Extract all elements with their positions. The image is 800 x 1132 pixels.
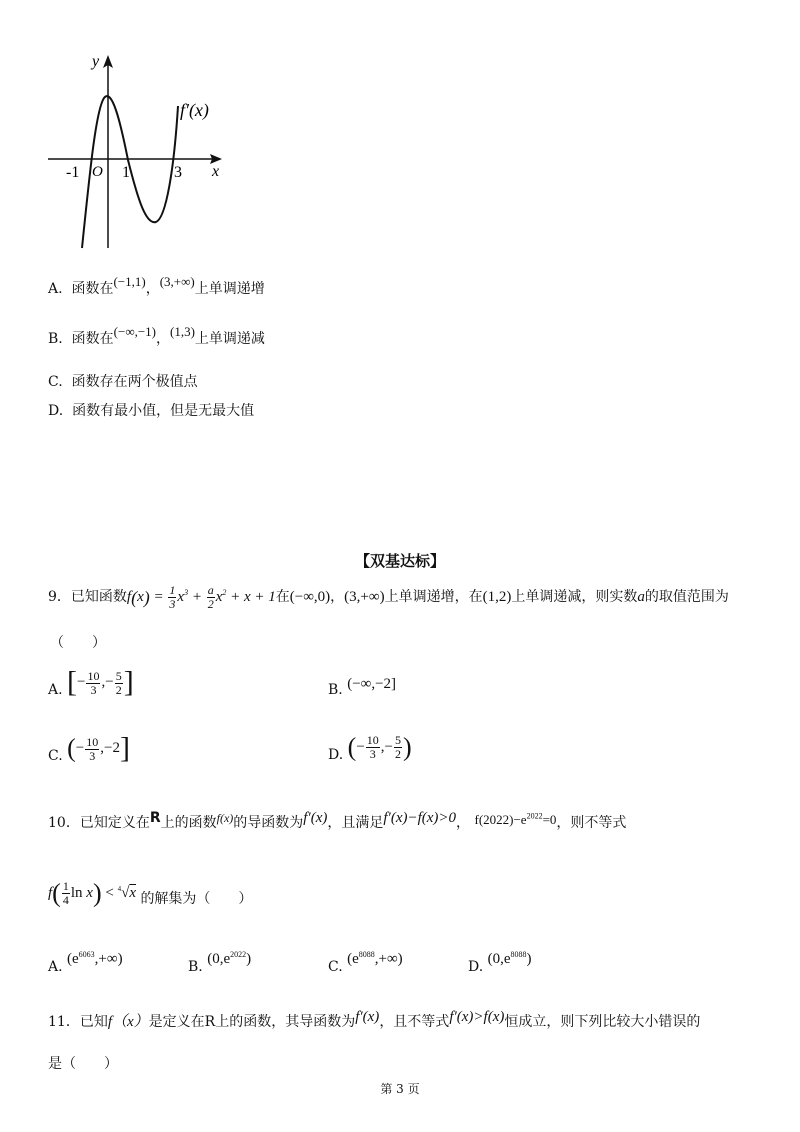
option-letter: A. bbox=[48, 682, 63, 699]
question-number: 10． bbox=[48, 815, 80, 831]
tick-label-neg1: -1 bbox=[66, 164, 80, 181]
inequality-formula: f( $\frac{1}{4}$ ln x) < $^4$√x bbox=[48, 878, 136, 908]
question-11 bbox=[48, 1010, 700, 1031]
question-11-line-2: 是（ ） bbox=[48, 1056, 118, 1072]
question-text: 上单调递增，在 bbox=[384, 588, 483, 605]
question-text: 已知 bbox=[79, 1014, 108, 1030]
option-text: 函数在 bbox=[71, 331, 114, 347]
question-text: 上单调递减，则实数 bbox=[511, 588, 638, 605]
function-label: f′(x) bbox=[180, 100, 209, 120]
x-axis-label: x bbox=[212, 163, 220, 180]
option-letter: A. bbox=[48, 959, 63, 975]
question-9-blank: （ ） bbox=[50, 635, 106, 651]
interval: (3,+∞) bbox=[159, 274, 195, 289]
set-R: R bbox=[149, 810, 161, 826]
option-text: 函数有最小值，但是无最大值 bbox=[72, 403, 255, 419]
option-math: $(0,e^{8088})$ bbox=[487, 950, 532, 967]
question-10 bbox=[48, 812, 626, 832]
condition-2: $f(2022)-e^{2022}=0$ bbox=[474, 811, 557, 827]
option-letter: C. bbox=[328, 959, 343, 975]
q10-option-b[interactable] bbox=[188, 950, 252, 975]
q10-option-c[interactable] bbox=[328, 950, 403, 975]
q9-option-a[interactable] bbox=[48, 668, 134, 698]
separator: ， bbox=[156, 331, 170, 347]
origin-label: O bbox=[92, 164, 103, 180]
option-letter: B. bbox=[328, 682, 343, 698]
q8-option-b[interactable] bbox=[48, 324, 265, 348]
interval: (−∞,−1) bbox=[113, 324, 156, 339]
option-math: $(e^{8088},+\infty)$ bbox=[347, 950, 403, 967]
condition-1: f′(x)−f(x)>0 bbox=[383, 810, 457, 826]
option-math: (− $\frac{10}{3}$ ,−2] bbox=[67, 732, 130, 765]
option-text: 函数在 bbox=[71, 281, 114, 297]
function-fx: f(x) bbox=[216, 811, 234, 825]
condition: f′(x)>f(x) bbox=[449, 1009, 505, 1025]
question-9 bbox=[48, 584, 729, 611]
page-footer: 第 3 页 bbox=[380, 1082, 420, 1096]
question-text: 的取值范围为 bbox=[644, 588, 729, 605]
option-letter: B. bbox=[188, 959, 203, 975]
q8-option-a[interactable] bbox=[48, 274, 265, 298]
q10-option-d[interactable] bbox=[468, 950, 532, 975]
q9-option-c[interactable] bbox=[48, 734, 130, 764]
interval: (3,+∞) bbox=[344, 588, 385, 605]
option-math: [− $\frac{10}{3}$ ,− $\frac{5}{2}$ ] bbox=[67, 666, 134, 699]
question-number: 11． bbox=[48, 1014, 80, 1030]
derivative-graph bbox=[40, 50, 240, 255]
question-text: 已知定义在 bbox=[79, 815, 150, 831]
q8-option-c[interactable] bbox=[48, 371, 198, 391]
question-number: 9． bbox=[48, 588, 71, 605]
function-fpx: f′(x) bbox=[303, 810, 328, 826]
question-text: 已知函数 bbox=[70, 588, 127, 605]
option-letter: D. bbox=[328, 746, 344, 763]
question-text: 在 bbox=[275, 588, 290, 605]
q9-option-b[interactable] bbox=[328, 676, 397, 698]
q10-option-a[interactable] bbox=[48, 950, 123, 975]
function-fx: f（x） bbox=[107, 1014, 149, 1030]
interval: (−∞,0) bbox=[289, 588, 331, 605]
q9-option-d[interactable] bbox=[328, 734, 412, 761]
question-text: 的解集为（ ） bbox=[140, 890, 253, 907]
question-text: 是定义在R上的函数，其导函数为 bbox=[148, 1014, 356, 1030]
option-text: 上单调递减 bbox=[194, 331, 265, 347]
option-math: $(0,e^{2022})$ bbox=[207, 950, 252, 967]
question-text: ，且不等式 bbox=[379, 1014, 450, 1030]
option-letter: C. bbox=[48, 748, 63, 765]
q8-option-d[interactable] bbox=[48, 400, 254, 420]
interval: (1,3) bbox=[170, 324, 195, 339]
question-10-inequality bbox=[48, 880, 252, 907]
question-text: ，则不等式 bbox=[556, 815, 627, 831]
question-text: 的导函数为 bbox=[233, 815, 304, 831]
option-text: 函数存在两个极值点 bbox=[71, 374, 198, 390]
option-letter: A. bbox=[48, 281, 63, 297]
y-axis-label: y bbox=[92, 53, 100, 70]
variable: a bbox=[637, 588, 645, 605]
tick-label-1: 1 bbox=[122, 164, 130, 181]
question-text: 上的函数 bbox=[160, 815, 217, 831]
interval: (−1,1) bbox=[113, 274, 146, 289]
function-fpx: f′(x) bbox=[355, 1009, 380, 1025]
option-letter: C. bbox=[48, 374, 63, 390]
section-title: 【双基达标】 bbox=[354, 552, 445, 570]
option-letter: D. bbox=[468, 959, 484, 975]
option-text: 上单调递增 bbox=[194, 281, 265, 297]
tick-label-3: 3 bbox=[174, 164, 182, 181]
separator: ， bbox=[330, 588, 345, 605]
option-math: (− $\frac{10}{3}$ ,− $\frac{5}{2}$ ) bbox=[347, 732, 412, 762]
separator: ， bbox=[145, 281, 160, 297]
option-letter: D. bbox=[48, 403, 64, 419]
option-math: (−∞,−2] bbox=[347, 676, 397, 692]
function-formula: f(x) = $\frac{1}{3}$ $x^3$ + $\frac{a}{2}$ $x^2 + x + 1$ bbox=[126, 583, 276, 611]
question-text: ，且满足 bbox=[327, 815, 384, 831]
question-text: 恒成立，则下列比较大小错误的 bbox=[504, 1014, 701, 1030]
option-math: $(e^{6063},+\infty)$ bbox=[67, 950, 123, 967]
interval: (1,2) bbox=[482, 588, 512, 605]
separator: ， bbox=[456, 815, 471, 831]
option-letter: B. bbox=[48, 331, 63, 347]
